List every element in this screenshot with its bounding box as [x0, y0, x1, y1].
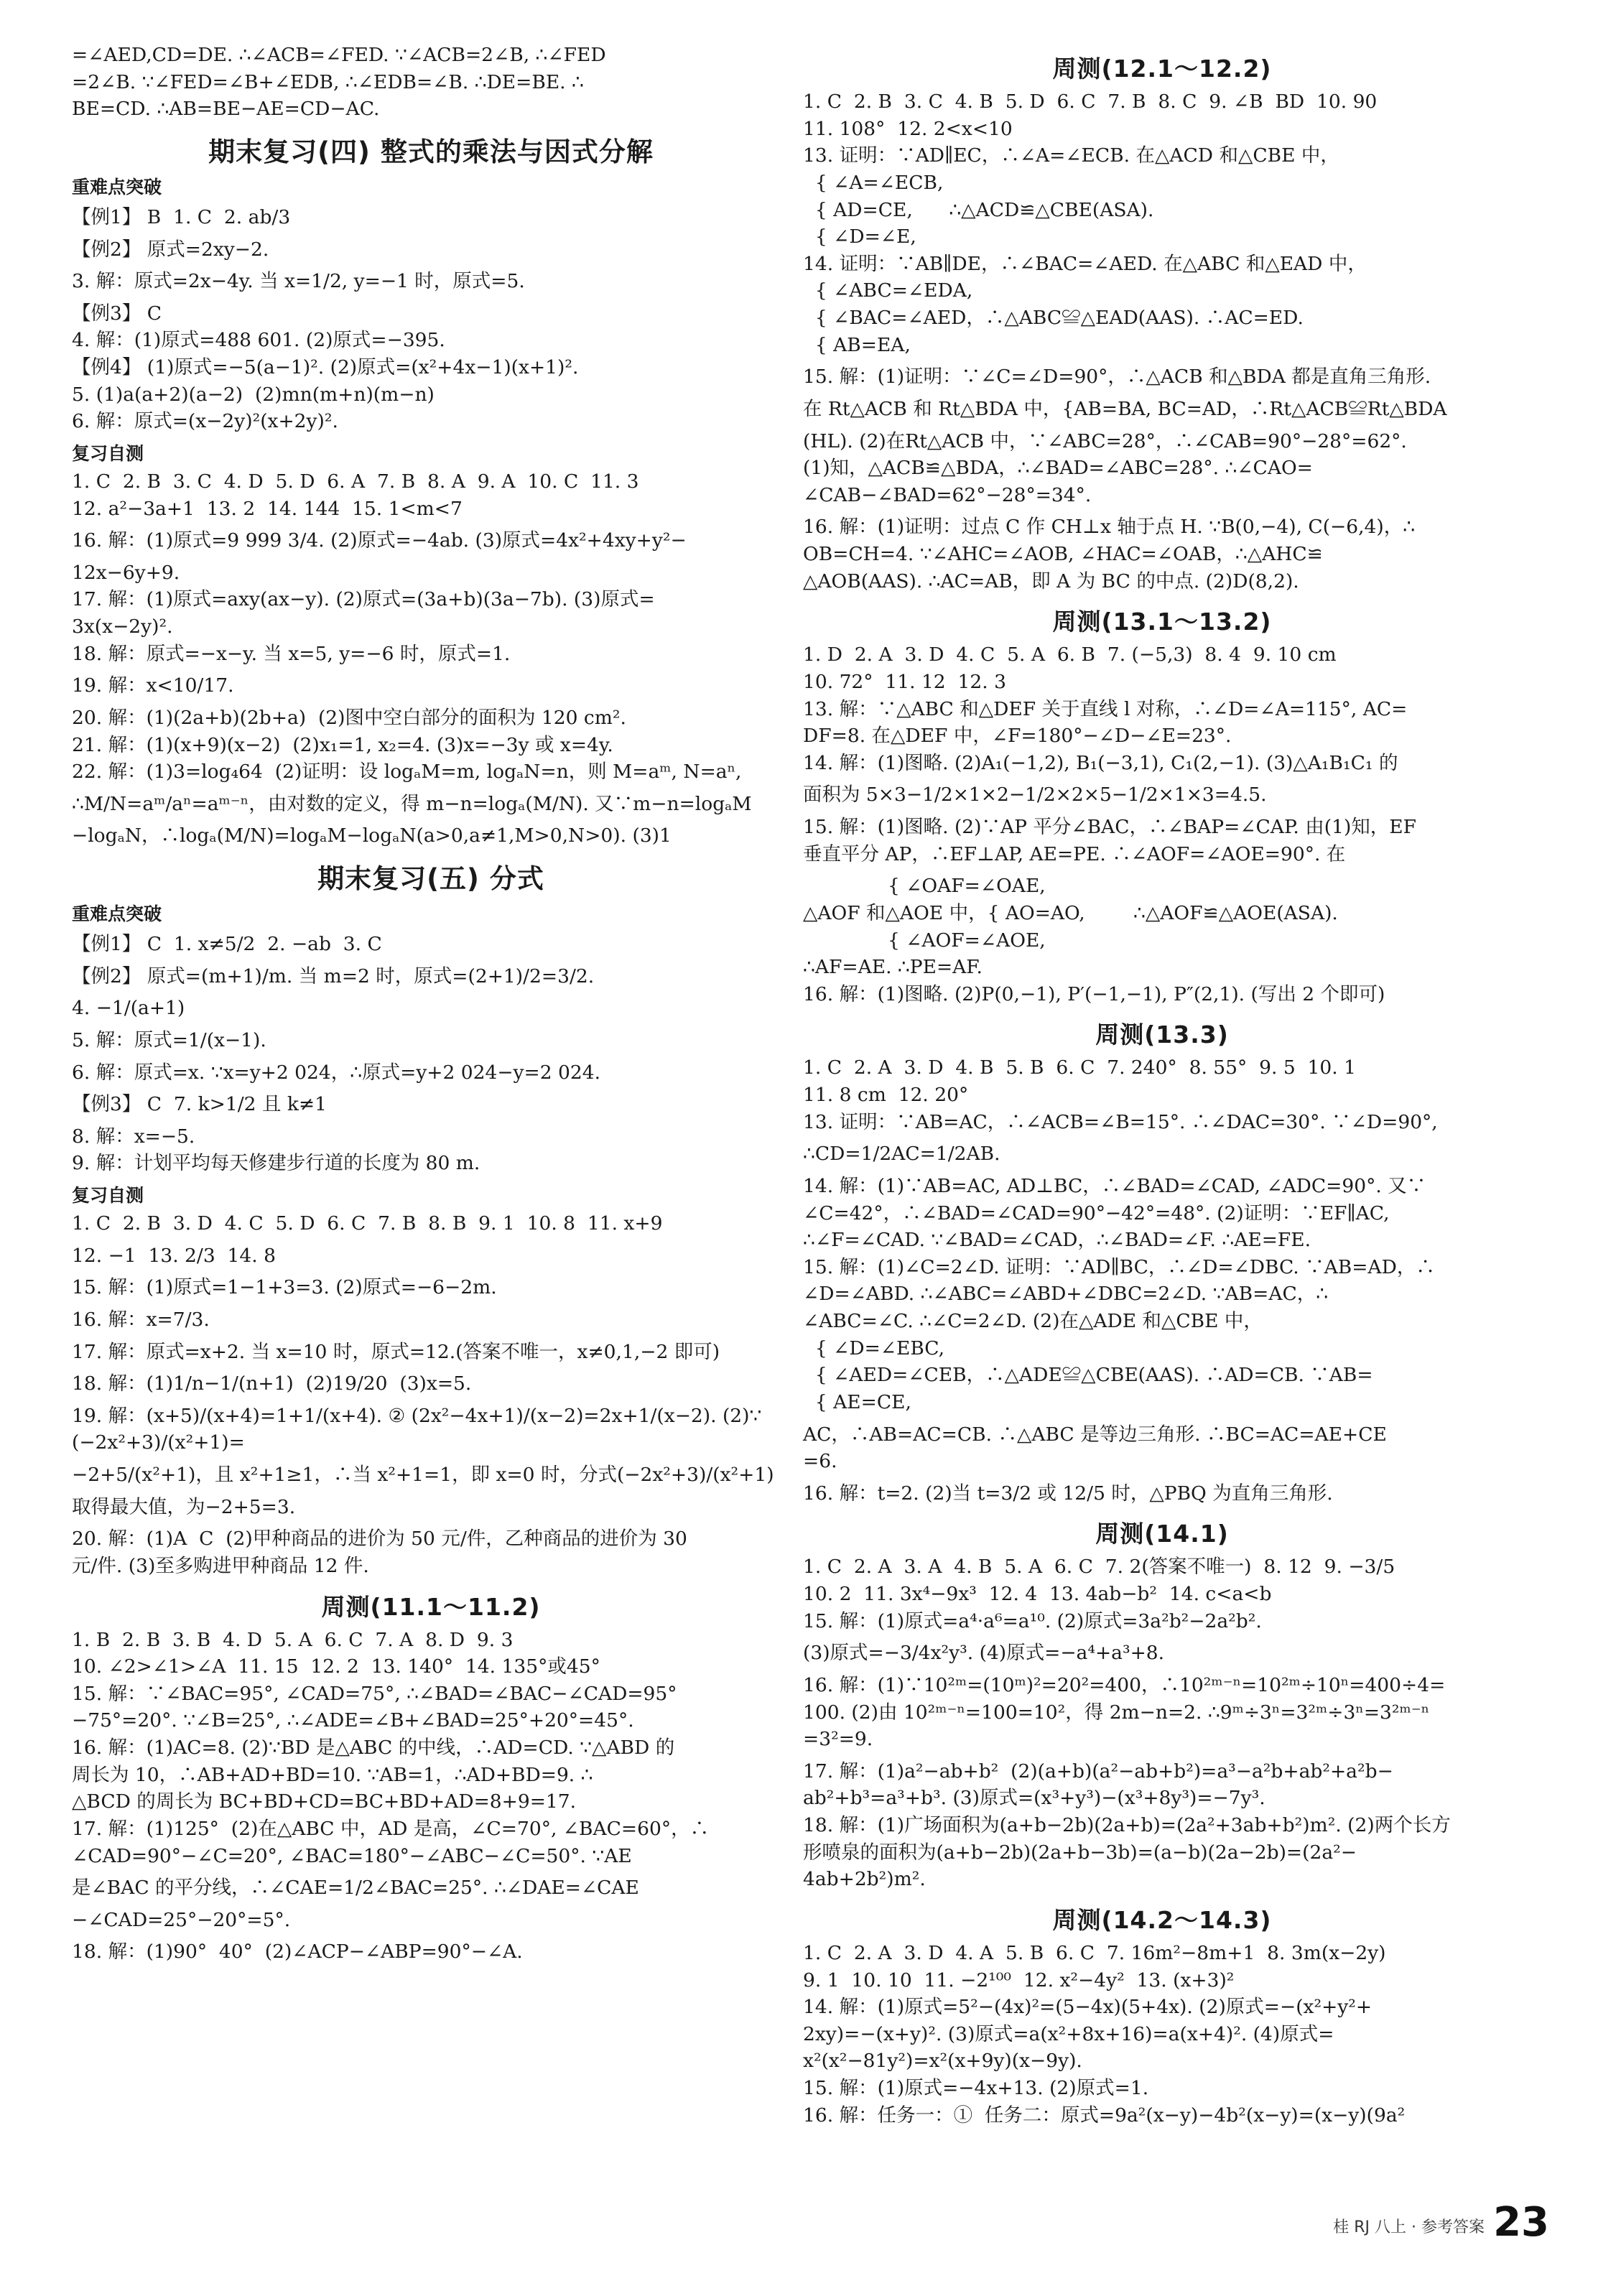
answer-line: 16. 解：(1)图略. (2)P(0,−1), P′(−1,−1), P″(2,1). (写出 2 个即可)	[803, 982, 1385, 1005]
answer-line: 22. 解：(1)3=log₄64 (2)证明：设 logₐM=m, logₐN=n，则 M=aᵐ, N=aⁿ,	[72, 761, 742, 784]
answer-line: 17. 解：(1)125° (2)在△ABC 中，AD 是高，∠C=70°, ∠BAC=60°，∴	[72, 1817, 710, 1840]
answer-line: △BCD 的周长为 BC+BD+CD=BC+BD+AD=8+9=17.	[72, 1790, 577, 1813]
answer-line: { ∠D=∠E,	[803, 226, 916, 248]
answer-line: ∴AF=AE. ∴PE=AF.	[803, 956, 983, 979]
answer-line: 16. 解：(1)原式=9 999 3/4. (2)原式=−4ab. (3)原式=4x²+4xy+y²−	[72, 529, 687, 552]
answer-line: 15. 解：(1)原式=1−1+3=3. (2)原式=−6−2m.	[72, 1276, 497, 1299]
section-heading: 周测(11.1～11.2)	[321, 1592, 541, 1621]
answer-line: =6.	[803, 1450, 837, 1473]
answer-line: 1. C 2. A 3. D 4. B 5. B 6. C 7. 240° 8. 55° 9. 5 10. 1	[803, 1056, 1356, 1079]
answer-line: 1. C 2. A 3. A 4. B 5. A 6. C 7. 2(答案不唯一) 8. 12 9. −3/5	[803, 1556, 1395, 1579]
answer-line: 18. 解：(1)1/n−1/(n+1) (2)19/20 (3)x=5.	[72, 1372, 472, 1395]
answer-line: −2+5/(x²+1)，且 x²+1≥1，∴当 x²+1=1，即 x=0 时，分式(−2x²+3)/(x²+1)	[72, 1464, 774, 1486]
answer-line: 10. 2 11. 3x⁴−9x³ 12. 4 13. 4ab−b² 14. c<a<b	[803, 1583, 1272, 1605]
answer-line: { ∠BAC=∠AED，∴△ABC≌△EAD(AAS). ∴AC=ED.	[803, 307, 1304, 329]
answer-line: 13. 解：∵△ABC 和△DEF 关于直线 l 对称，∴∠D=∠A=115°, AC=	[803, 697, 1408, 720]
answer-line: 10. 72° 11. 12 12. 3	[803, 670, 1006, 693]
answer-line: { AB=EA,	[803, 333, 911, 356]
answer-line: { ∠AED=∠CEB，∴△ADE≌△CBE(AAS). ∴AD=CB. ∵AB=	[803, 1364, 1373, 1387]
answer-line: ∠ABC=∠C. ∴∠C=2∠D. (2)在△ADE 和△CBE 中，	[803, 1310, 1263, 1332]
answer-line: 3. 解：原式=2x−4y. 当 x=1/2, y=−1 时，原式=5.	[72, 270, 525, 293]
answer-line: 3x(x−2y)².	[72, 615, 173, 638]
answer-line: 2xy)=−(x+y)². (3)原式=a(x²+8x+16)=a(x+4)². (4)原式=	[803, 2022, 1334, 2045]
answer-line: OB=CH=4. ∵∠AHC=∠AOB, ∠HAC=∠OAB，∴△AHC≌	[803, 543, 1323, 565]
answer-line: { ∠D=∠EBC,	[803, 1337, 945, 1360]
answer-line: 19. 解：x<10/17.	[72, 674, 234, 697]
answer-line: 9. 1 10. 10 11. −2¹⁰⁰ 12. x²−4y² 13. (x+3)²	[803, 1969, 1235, 1991]
answer-line: 5. (1)a(a+2)(a−2) (2)mn(m+n)(m−n)	[72, 383, 435, 406]
answer-line: 周长为 10，∴AB+AD+BD=10. ∵AB=1，∴AD+BD=9. ∴	[72, 1763, 593, 1786]
answer-line: (3)原式=−3/4x²y³. (4)原式=−a⁴+a³+8.	[803, 1642, 1165, 1665]
answer-line: { AD=CE, ∴△ACD≌△CBE(ASA).	[803, 198, 1154, 221]
answer-line: 【例3】 C	[72, 302, 162, 325]
answer-line: −75°=20°. ∵∠B=25°, ∴∠ADE=∠B+∠BAD=25°+20°=45°.	[72, 1709, 634, 1732]
answer-line: 4ab+2b²)m².	[803, 1868, 926, 1891]
answer-line: { ∠OAF=∠OAE,	[803, 875, 1046, 898]
answer-line: ∠CAD=90°−∠C=20°, ∠BAC=180°−∠ABC−∠C=50°. ∵AE	[72, 1844, 632, 1867]
subsection-label: 复习自测	[72, 1185, 144, 1206]
answer-line: ∴∠F=∠CAD. ∵∠BAD=∠CAD，∴∠BAD=∠F. ∴AE=FE.	[803, 1229, 1311, 1252]
answer-line: 19. 解：(x+5)/(x+4)=1+1/(x+4). ② (2x²−4x+1)/(x−2)=2x+1/(x−2). (2)∵(−2x²+3)/(x²+1)=	[72, 1404, 762, 1454]
answer-line: 形喷泉的面积为(a+b−2b)(2a+b−3b)=(a−b)(2a−2b)=(2a²−	[803, 1841, 1357, 1864]
answer-line: 16. 解：t=2. (2)当 t=3/2 或 12/5 时，△PBQ 为直角三角形.	[803, 1482, 1333, 1505]
answer-line: =2∠B. ∵∠FED=∠B+∠EDB, ∴∠EDB=∠B. ∴DE=BE. ∴	[72, 70, 584, 93]
answer-line: 14. 解：(1)原式=5²−(4x)²=(5−4x)(5+4x). (2)原式=−(x²+y²+	[803, 1996, 1372, 2019]
page-number: 23	[1493, 2199, 1549, 2246]
answer-line: 16. 解：x=7/3.	[72, 1308, 210, 1331]
answer-line: ∴M/N=aᵐ/aⁿ=aᵐ⁻ⁿ，由对数的定义，得 m−n=logₐ(M/N). 又∵m−n=logₐM	[72, 792, 752, 815]
section-heading: 周测(12.1～12.2)	[1052, 55, 1272, 83]
answer-line: 1. D 2. A 3. D 4. C 5. A 6. B 7. (−5,3) 8. 4 9. 10 cm	[803, 643, 1337, 666]
answer-line: { ∠A=∠ECB,	[803, 171, 944, 194]
section-heading: 周测(14.1)	[1095, 1520, 1229, 1548]
answer-line: 15. 解：(1)证明：∵∠C=∠D=90°，∴△ACB 和△BDA 都是直角三角形.	[803, 366, 1431, 389]
answer-line: 11. 108° 12. 2<x<10	[803, 117, 1013, 140]
answer-line: 15. 解：(1)图略. (2)∵AP 平分∠BAC，∴∠BAP=∠CAP. 由(1)知，EF	[803, 816, 1417, 838]
answer-line: { ∠ABC=∠EDA,	[803, 279, 973, 302]
answer-line: ∠D=∠ABD. ∴∠ABC=∠ABD+∠DBC=2∠D. ∵AB=AC，∴	[803, 1283, 1329, 1306]
left-column	[72, 42, 790, 1966]
answer-line: 【例4】 (1)原式=−5(a−1)². (2)原式=(x²+4x−1)(x+1)².	[72, 356, 579, 378]
right-column	[803, 42, 1521, 2129]
answer-line: 在 Rt△ACB 和 Rt△BDA 中，{AB=BA, BC=AD，∴Rt△ACB≌Rt△BDA	[803, 397, 1447, 420]
answer-line: 16. 解：任务一：① 任务二：原式=9a²(x−y)−4b²(x−y)=(x−y)(9a²	[803, 2104, 1406, 2127]
answer-line: 取得最大值，为−2+5=3.	[72, 1495, 296, 1518]
answer-line: 16. 解：(1)∵10²ᵐ=(10ᵐ)²=20²=400，∴10²ᵐ⁻ⁿ=10²ᵐ÷10ⁿ=400÷4=	[803, 1673, 1446, 1696]
answer-line: 元/件. (3)至多购进甲种商品 12 件.	[72, 1554, 369, 1577]
answer-line: =3²=9.	[803, 1728, 873, 1751]
answer-line: 20. 解：(1)A C (2)甲种商品的进价为 50 元/件，乙种商品的进价为 30	[72, 1528, 687, 1551]
section-heading: 期末复习(五) 分式	[317, 863, 544, 894]
answer-line: 16. 解：(1)AC=8. (2)∵BD 是△ABC 的中线，∴AD=CD. ∵△ABD 的	[72, 1737, 675, 1759]
section-heading: 周测(13.1～13.2)	[1052, 608, 1272, 636]
answer-line: 13. 证明：∵AD∥EC，∴∠A=∠ECB. 在△ACD 和△CBE 中，	[803, 144, 1339, 167]
answer-line: (1)知，△ACB≌△BDA，∴∠BAD=∠ABC=28°. ∴∠CAO=	[803, 457, 1313, 480]
answer-line: 8. 解：x=−5.	[72, 1125, 195, 1148]
answer-line: 【例3】 C 7. k>1/2 且 k≠1	[72, 1093, 327, 1116]
answer-line: 1. C 2. B 3. C 4. B 5. D 6. C 7. B 8. C 9. ∠B BD 10. 90	[803, 90, 1378, 113]
answer-line: ∴CD=1/2AC=1/2AB.	[803, 1143, 1000, 1166]
answer-line: ∠CAB−∠BAD=62°−28°=34°.	[803, 483, 1092, 506]
answer-line: AC，∴AB=AC=CB. ∴△ABC 是等边三角形. ∴BC=AC=AE+CE	[803, 1423, 1387, 1446]
answer-line: 14. 解：(1)∵AB=AC, AD⊥BC，∴∠BAD=∠CAD, ∠ADC=90°. 又∵	[803, 1174, 1426, 1197]
subsection-label: 重难点突破	[72, 176, 162, 197]
answer-line: 12. a²−3a+1 13. 2 14. 144 15. 1<m<7	[72, 497, 463, 520]
answer-line: 1. C 2. B 3. C 4. D 5. D 6. A 7. B 8. A 9. A 10. C 11. 3	[72, 470, 639, 493]
answer-line: 20. 解：(1)(2a+b)(2b+a) (2)图中空白部分的面积为 120 cm².	[72, 706, 626, 729]
subsection-label: 重难点突破	[72, 903, 162, 924]
answer-line: 4. −1/(a+1)	[72, 997, 185, 1020]
answer-line: 13. 证明：∵AB=AC，∴∠ACB=∠B=15°. ∴∠DAC=30°. ∵∠D=90°,	[803, 1110, 1438, 1133]
answer-line: 5. 解：原式=1/(x−1).	[72, 1028, 266, 1051]
answer-line: 1. C 2. B 3. D 4. C 5. D 6. C 7. B 8. B 9. 1 10. 8 11. x+9	[72, 1212, 663, 1235]
answer-line: −∠CAD=25°−20°=5°.	[72, 1908, 291, 1931]
answer-line: 【例2】 原式=2xy−2.	[72, 238, 269, 261]
answer-line: { ∠AOF=∠AOE,	[803, 929, 1046, 952]
answer-line: 15. 解：(1)∠C=2∠D. 证明：∵AD∥BC，∴∠D=∠DBC. ∵AB=AD，∴	[803, 1255, 1435, 1278]
answer-line: 100. (2)由 10²ᵐ⁻ⁿ=100=10²，得 2m−n=2. ∴9ᵐ÷3ⁿ=3²ᵐ÷3ⁿ=3²ᵐ⁻ⁿ	[803, 1701, 1430, 1724]
answer-line: 垂直平分 AP，∴EF⊥AP, AE=PE. ∴∠AOF=∠AOE=90°. 在	[803, 842, 1346, 865]
answer-line: 15. 解：∵∠BAC=95°, ∠CAD=75°, ∴∠BAD=∠BAC−∠CAD=95°	[72, 1682, 677, 1705]
answer-line: 14. 证明：∵AB∥DE，∴∠BAC=∠AED. 在△ABC 和△EAD 中，	[803, 252, 1367, 275]
answer-line: 1. B 2. B 3. B 4. D 5. A 6. C 7. A 8. D 9. 3	[72, 1628, 514, 1651]
answer-line: 18. 解：(1)90° 40° (2)∠ACP−∠ABP=90°−∠A.	[72, 1941, 523, 1963]
answer-line: 12x−6y+9.	[72, 561, 180, 584]
subsection-label: 复习自测	[72, 442, 144, 464]
answer-line: ab²+b³=a³+b³. (3)原式=(x³+y³)−(x³+8y³)=−7y³.	[803, 1787, 1265, 1810]
footer-label: 桂 RJ 八上 · 参考答案	[1333, 2218, 1485, 2236]
answer-line: 15. 解：(1)原式=a⁴·a⁶=a¹⁰. (2)原式=3a²b²−2a²b².	[803, 1609, 1262, 1632]
answer-line: 12. −1 13. 2/3 14. 8	[72, 1244, 276, 1267]
answer-line: 17. 解：(1)a²−ab+b² (2)(a+b)(a²−ab+b²)=a³−a²b+ab²+a²b−	[803, 1760, 1393, 1783]
answer-line: 18. 解：(1)广场面积为(a+b−2b)(2a+b)=(2a²+3ab+b²)m². (2)两个长方	[803, 1814, 1451, 1836]
answer-line: 是∠BAC 的平分线，∴∠CAE=1/2∠BAC=25°. ∴∠DAE=∠CAE	[72, 1877, 639, 1900]
answer-line: 【例1】 C 1. x≠5/2 2. −ab 3. C	[72, 933, 382, 955]
answer-line: { AE=CE,	[803, 1390, 911, 1413]
answer-line: 面积为 5×3−1/2×1×2−1/2×2×5−1/2×1×3=4.5.	[803, 784, 1267, 807]
answer-line: △AOF 和△AOE 中，{ AO=AO, ∴△AOF≌△AOE(ASA).	[803, 901, 1338, 924]
answer-line: 9. 解：计划平均每天修建步行道的长度为 80 m.	[72, 1152, 480, 1175]
answer-line: ∠C=42°，∴∠BAD=∠CAD=90°−42°=48°. (2)证明：∵EF∥AC,	[803, 1202, 1390, 1224]
answer-line: 1. C 2. A 3. D 4. A 5. B 6. C 7. 16m²−8m+1 8. 3m(x−2y)	[803, 1941, 1386, 1964]
answer-line: 18. 解：原式=−x−y. 当 x=5, y=−6 时，原式=1.	[72, 642, 511, 665]
answer-line: x²(x²−81y²)=x²(x+9y)(x−9y).	[803, 2050, 1082, 2073]
answer-line: BE=CD. ∴AB=BE−AE=CD−AC.	[72, 98, 380, 121]
section-heading: 周测(13.3)	[1095, 1021, 1229, 1049]
answer-line: 14. 解：(1)图略. (2)A₁(−1,2), B₁(−3,1), C₁(2,−1). (3)△A₁B₁C₁ 的	[803, 751, 1398, 774]
answer-line: 4. 解：(1)原式=488 601. (2)原式=−395.	[72, 329, 445, 352]
answer-line: 21. 解：(1)(x+9)(x−2) (2)x₁=1, x₂=4. (3)x=−3y 或 x=4y.	[72, 733, 613, 756]
section-heading: 周测(14.2～14.3)	[1052, 1905, 1272, 1934]
answer-line: △AOB(AAS). ∴AC=AB，即 A 为 BC 的中点. (2)D(8,2).	[803, 570, 1299, 592]
answer-line: 【例2】 原式=(m+1)/m. 当 m=2 时，原式=(2+1)/2=3/2.	[72, 965, 595, 987]
answer-line: 11. 8 cm 12. 20°	[803, 1084, 969, 1106]
answer-line: =∠AED,CD=DE. ∴∠ACB=∠FED. ∵∠ACB=2∠B, ∴∠FED	[72, 44, 606, 66]
answer-line: 【例1】 B 1. C 2. ab/3	[72, 205, 291, 228]
answer-line: 6. 解：原式=(x−2y)²(x+2y)².	[72, 410, 338, 433]
section-heading: 期末复习(四) 整式的乘法与因式分解	[208, 136, 654, 167]
answer-line: (HL). (2)在Rt△ACB 中，∵∠ABC=28°，∴∠CAB=90°−28°=62°.	[803, 429, 1407, 452]
answer-line: 15. 解：(1)原式=−4x+13. (2)原式=1.	[803, 2077, 1149, 2099]
answer-line: 10. ∠2>∠1>∠A 11. 15 12. 2 13. 140° 14. 135°或45°	[72, 1655, 600, 1678]
answer-line: 17. 解：(1)原式=axy(ax−y). (2)原式=(3a+b)(3a−7b). (3)原式=	[72, 588, 655, 611]
answer-line: 16. 解：(1)证明：过点 C 作 CH⊥x 轴于点 H. ∵B(0,−4), C(−6,4)，∴	[803, 516, 1416, 539]
answer-line: 17. 解：原式=x+2. 当 x=10 时，原式=12.(答案不唯一，x≠0,1,−2 即可)	[72, 1340, 720, 1363]
answer-line: −logₐN，∴logₐ(M/N)=logₐM−logₐN(a>0,a≠1,M>0,N>0). (3)1	[72, 824, 672, 847]
answer-line: 6. 解：原式=x. ∵x=y+2 024，∴原式=y+2 024−y=2 024.	[72, 1061, 601, 1084]
answer-line: DF=8. 在△DEF 中，∠F=180°−∠D−∠E=23°.	[803, 725, 1232, 748]
